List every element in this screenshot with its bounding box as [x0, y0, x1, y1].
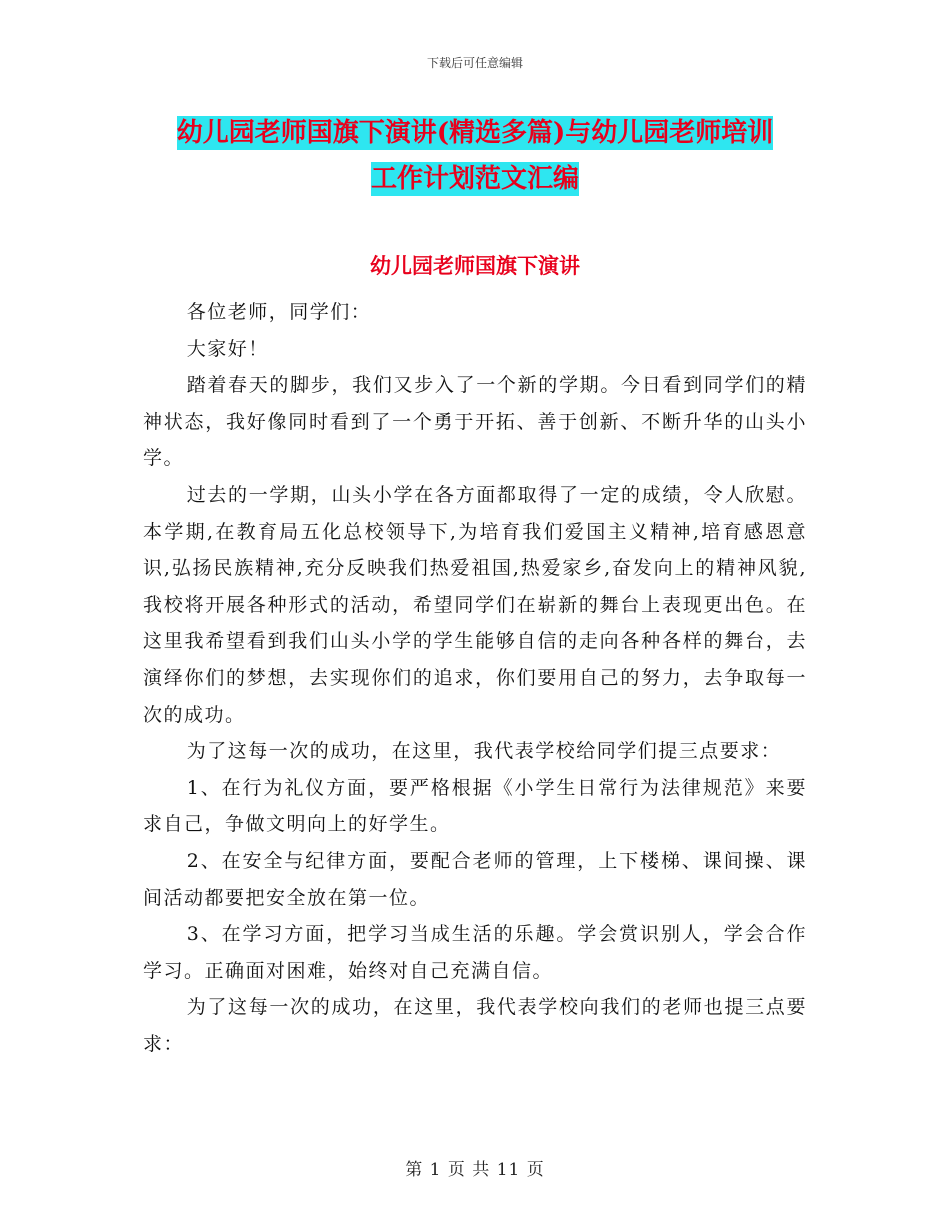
paragraph: 各位老师，同学们：	[186, 301, 372, 323]
paragraph: 过去的一学期，山头小学在各方面都取得了一定的成绩，令人欣慰。本学期,在教育局五化总校领导下,为培育我们爱国主义精神,培育感恩意识,弘扬民族精神,充分反映我们热爱祖国,热爱家乡,奋发向上的精神风貌,我校将开展各种形式的活动，希望同学们在崭新的舞台上表现更出色。在这里我希望看到我们山头小学的学生能够自信的走向各种各样的舞台，去演绎你们的梦想，去实现你们的追求，你们要用自己的努力，去争取每一次的成功。	[143, 483, 807, 726]
paragraph: 踏着春天的脚步，我们又步入了一个新的学期。今日看到同学们的精神状态，我好像同时看到了一个勇于开拓、善于创新、不断升华的山头小学。	[143, 374, 807, 470]
document-title	[0, 110, 950, 202]
paragraph: 1、在行为礼仪方面，要严格根据《小学生日常行为法律规范》来要求自己，争做文明向上的好学生。	[143, 776, 807, 836]
header-note: 下载后可任意编辑	[426, 56, 523, 70]
document-body	[143, 294, 807, 1062]
title-line-2: 工作计划范文汇编	[370, 164, 579, 194]
paragraph: 为了这每一次的成功，在这里，我代表学校向我们的老师也提三点要求：	[143, 996, 807, 1055]
section-title: 幼儿园老师国旗下演讲	[370, 253, 580, 278]
page-number-footer: 第 1 页 共 11 页	[405, 1160, 545, 1180]
title-line-1: 幼儿园老师国旗下演讲(精选多篇)与幼儿园老师培训	[176, 118, 774, 148]
paragraph: 大家好！	[186, 337, 269, 360]
paragraph: 为了这每一次的成功，在这里，我代表学校给同学们提三点要求：	[186, 740, 782, 763]
paragraph: 3、在学习方面，把学习当成生活的乐趣。学会赏识别人，学会合作学习。正确面对困难，始终对自己充满自信。	[143, 923, 807, 982]
paragraph: 2、在安全与纪律方面，要配合老师的管理，上下楼梯、课间操、课间活动都要把安全放在第一位。	[143, 849, 807, 909]
